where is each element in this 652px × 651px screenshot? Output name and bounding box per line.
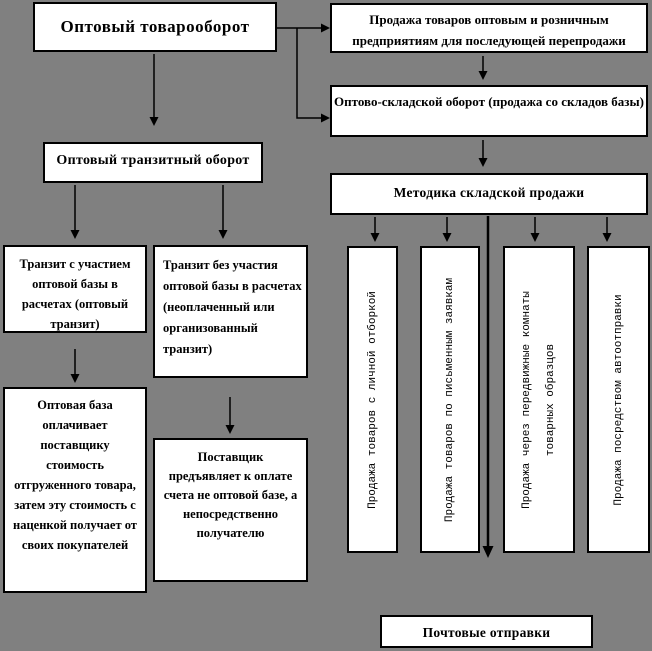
node-transit-with-base (3, 245, 147, 333)
arrow-warehouse-to-method (479, 140, 488, 167)
node-warehouse-turnover-label: Оптово-складской оборот (продажа со складов базы) (334, 94, 644, 109)
node-warehouse-sales-method (330, 173, 648, 215)
arrow-method-to-personal-selection (371, 217, 380, 242)
arrow-resale-to-warehouse (479, 56, 488, 80)
node-personal-selection (347, 246, 398, 553)
arrow-without-base-to-supplier-bills (226, 397, 235, 434)
node-sale-for-resale (330, 3, 648, 53)
node-transit-with-base-label: Транзит с участием оптовой базы в расчетах (оптовый транзит) (19, 257, 131, 331)
node-written-orders (420, 246, 480, 553)
node-wholesale-turnover (33, 2, 277, 52)
node-auto-dispatch (587, 246, 650, 553)
node-wholesale-turnover-label: Оптовый товарооборот (60, 17, 250, 37)
arrow-wholesale-to-warehouse-turnover (297, 28, 330, 123)
node-mobile-sample-rooms (503, 246, 575, 553)
arrow-transit-to-without-base (219, 185, 228, 239)
node-base-pays-supplier (3, 387, 147, 593)
node-base-pays-supplier-label: Оптовая база оплачивает поставщику стоимость отгруженного товара, затем эту стоимость с наценкой получает от своих покупателей (13, 398, 137, 552)
arrow-wholesale-to-resale (277, 24, 330, 33)
node-postal-dispatch (380, 615, 593, 648)
node-written-orders-label: Продажа товаров по письменным заявкам (443, 277, 456, 522)
node-transit-turnover (43, 142, 263, 183)
node-warehouse-sales-method-label: Методика складской продажи (393, 185, 585, 200)
node-transit-without-base-label: Транзит без участия оптовой базы в расчетах (неоплаченный или организованный транзит) (163, 258, 302, 356)
node-transit-without-base (153, 245, 308, 378)
node-mobile-sample-rooms-label: Продажа через передвижные комнаты товарных образцов (520, 290, 557, 509)
node-postal-dispatch-label: Почтовые отправки (422, 625, 551, 640)
arrow-method-to-written-orders (443, 217, 452, 242)
node-transit-turnover-label: Оптовый транзитный оборот (56, 153, 250, 168)
arrow-with-base-to-base-pays (71, 349, 80, 383)
arrow-method-to-mobile-rooms (531, 217, 540, 242)
arrow-wholesale-to-transit (150, 54, 159, 126)
node-personal-selection-label: Продажа товаров с личной отборкой (366, 290, 379, 509)
node-supplier-bills-receiver-label: Поставщик предъявляет к оплате счета не оптовой базе, а непосредственно получателю (163, 450, 298, 540)
arrow-method-to-auto-dispatch (603, 217, 612, 242)
arrow-transit-to-with-base (71, 185, 80, 239)
arrow-method-to-postal (483, 216, 494, 558)
node-supplier-bills-receiver (153, 438, 308, 582)
node-sale-for-resale-label: Продажа товаров оптовым и розничным предприятиям для последующей перепродажи (352, 12, 626, 48)
node-auto-dispatch-label: Продажа посредством автоотправки (612, 293, 625, 506)
node-warehouse-turnover (330, 85, 648, 137)
